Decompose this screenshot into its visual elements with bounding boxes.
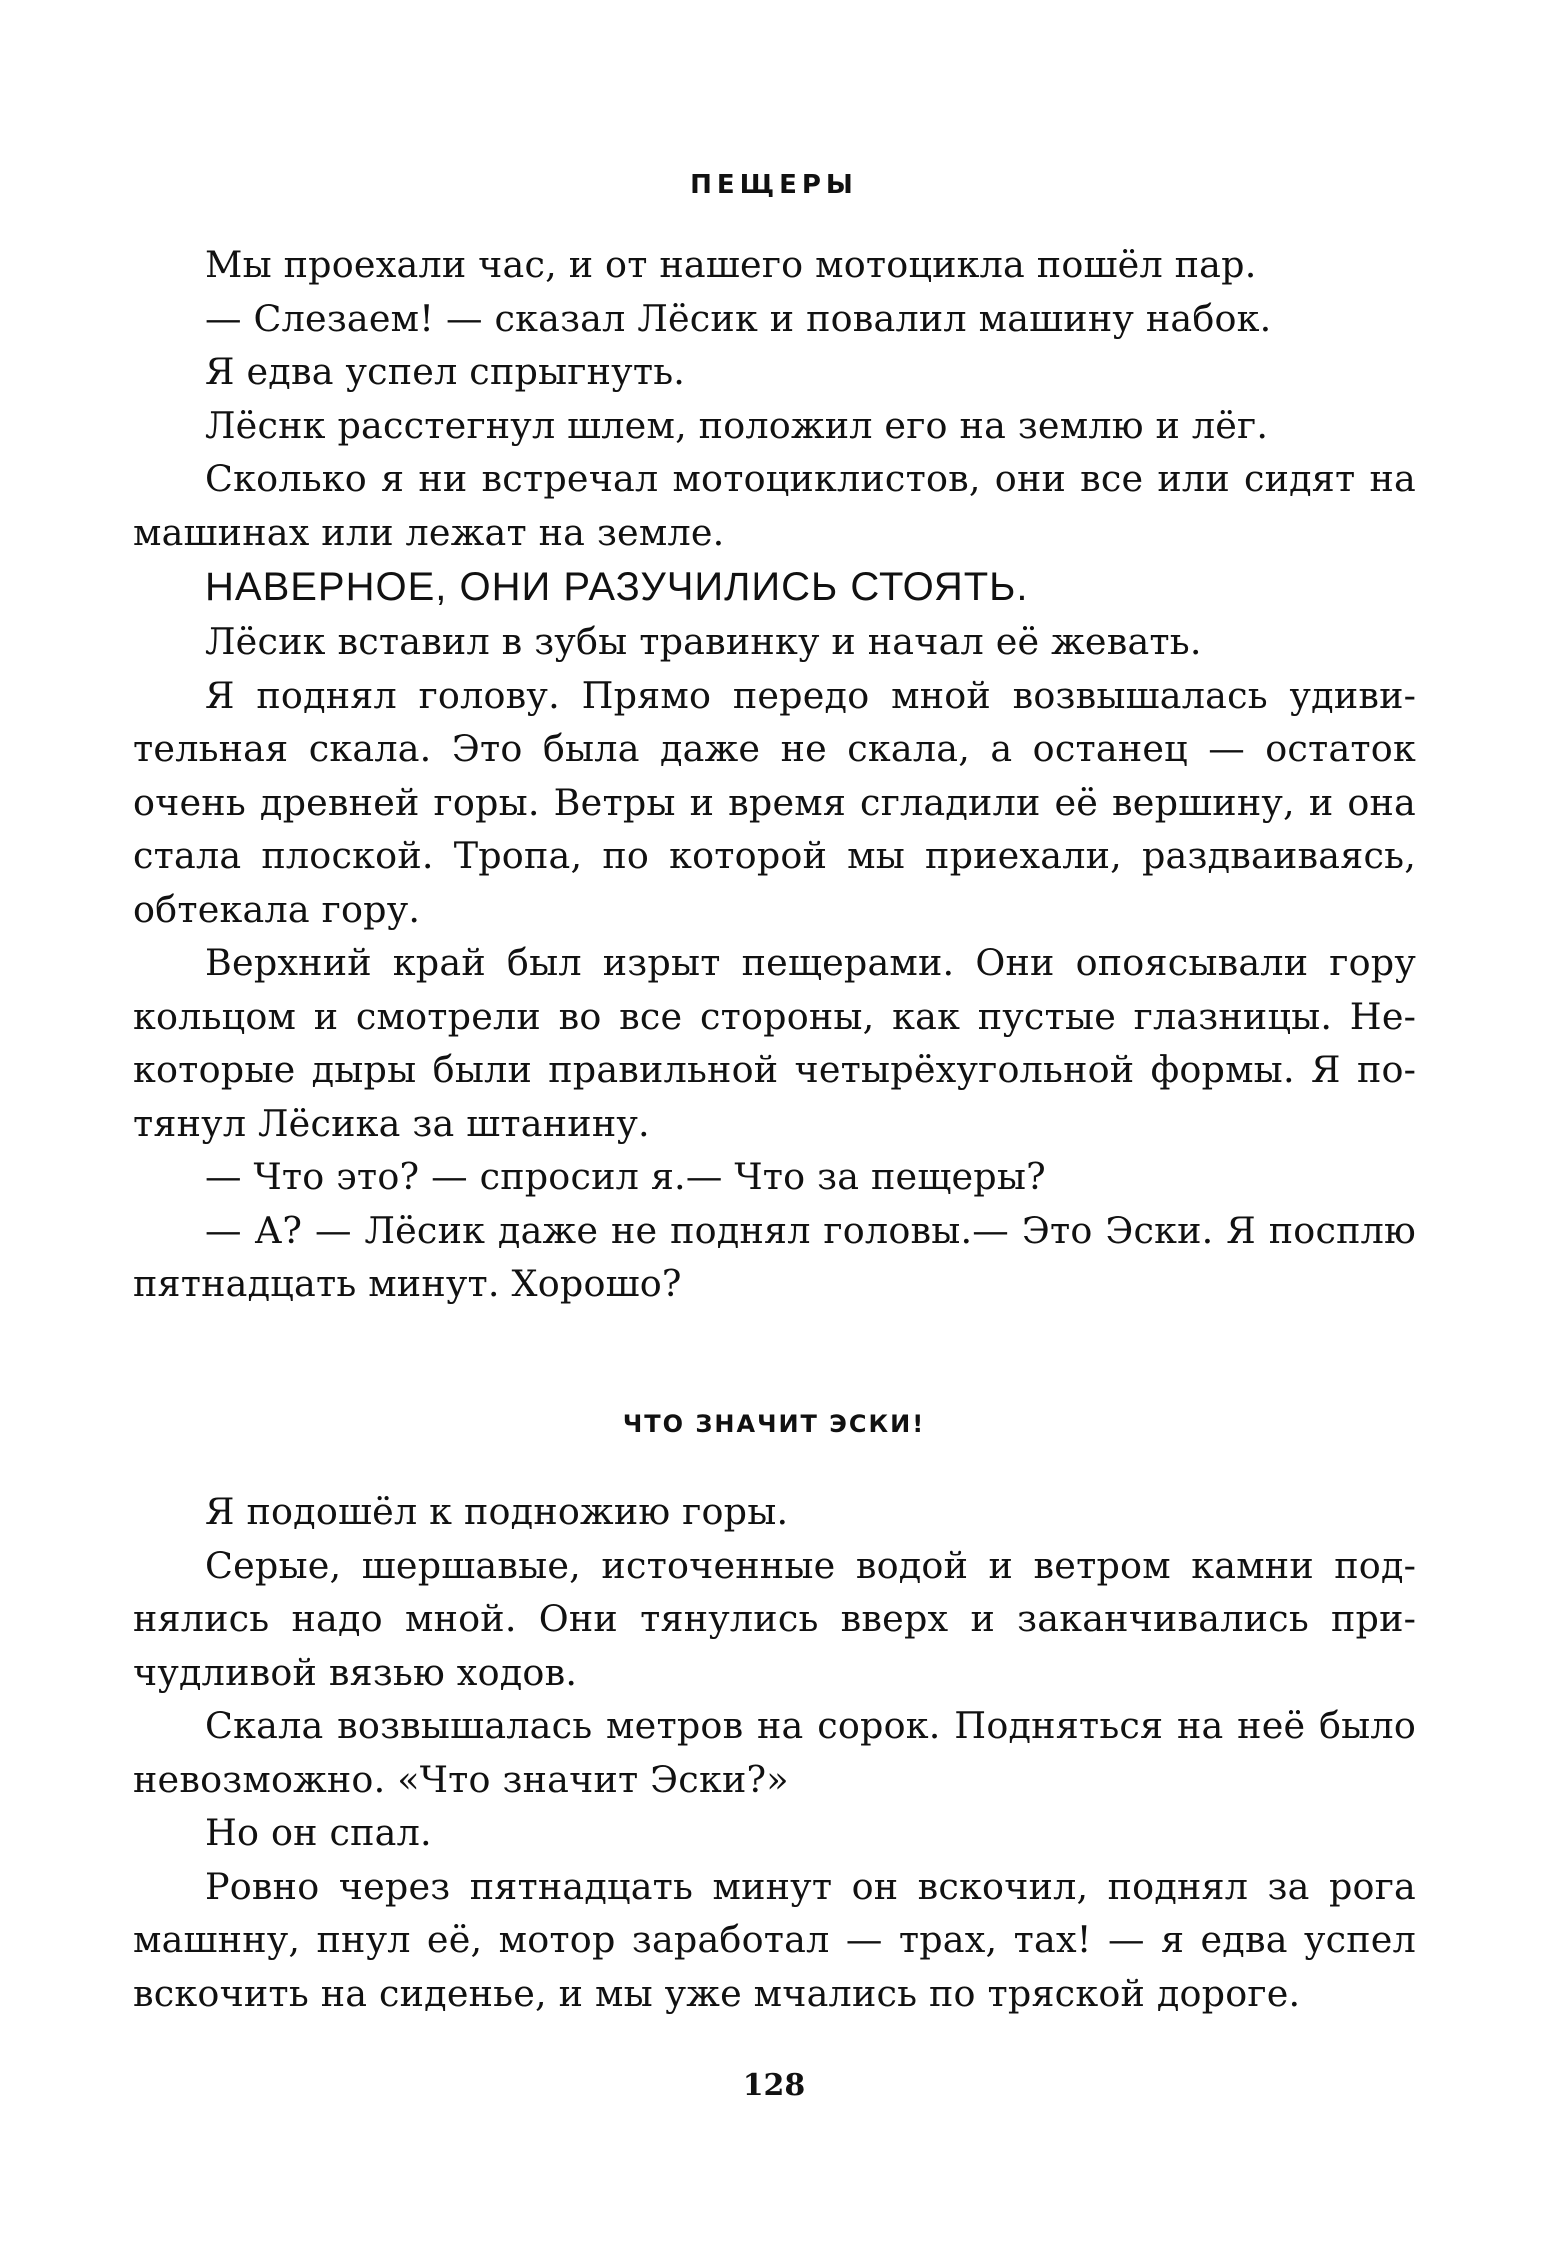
section-body-caves bbox=[133, 238, 1416, 1311]
paragraph: Верхний край был изрыт пещерами. Они опоясывали гору кольцом и смотрели во все стороны, как пустые глазницы. Некоторые дыры были правильной четырёхугольной формы. Я потянул Лёсика за штанину. bbox=[133, 941, 1416, 1145]
paragraph: — Что это? — спросил я.— Что за пещеры? bbox=[205, 1155, 1046, 1198]
paragraph: Скала возвышалась метров на сорок. Подняться на неё было невозможно. «Что значит Эски?» bbox=[133, 1704, 1416, 1801]
paragraph: Я подошёл к подножию горы. bbox=[205, 1490, 789, 1533]
paragraph: Лёснк расстегнул шлем, положил его на землю и лёг. bbox=[205, 403, 1269, 447]
paragraph: Но он спал. bbox=[205, 1811, 432, 1854]
paragraph: — Слезаем! — сказал Лёсик и повалил машину набок. bbox=[205, 296, 1272, 340]
paragraph: Ровно через пятнадцать минут он вскочил, поднял за рога машнну, пнул её, мотор заработал — трах, тах! — я едва успел вскочить на сиденье, и мы уже мчались по тряской дороге. bbox=[133, 1864, 1416, 2015]
section-body-what-is-eski bbox=[133, 1485, 1416, 2020]
section-title-what-is-eski: ЧТО ЗНАЧИТ ЭСКИ! bbox=[622, 1410, 926, 1438]
paragraph: Лёсик вставил в зубы травинку и начал её жевать. bbox=[205, 620, 1202, 663]
paragraph: Серые, шершавые, источенные водой и ветром камни поднялись надо мной. Они тянулись вверх и заканчивались причудливой вязью ходов. bbox=[133, 1543, 1416, 1694]
paragraph: Мы проехали час, и от нашего мотоцикла пошёл пар. bbox=[205, 243, 1257, 286]
paragraph-caps: НАВЕРНОЕ, ОНИ РАЗУЧИЛИСЬ СТОЯТЬ. bbox=[205, 565, 1029, 609]
paragraph: Сколько я ни встречал мотоциклистов, они все или сидят на машинах или лежат на земле. bbox=[133, 457, 1416, 554]
paragraph: Я поднял голову. Прямо передо мной возвышалась удивительная скала. Это была даже не скала, а останец — остаток очень древней горы. Ветры и время сгладили её вершину, и она стала плоской. Тропа, по которой мы приехали, раздваиваясь, обтекала гору. bbox=[133, 673, 1416, 931]
paragraph: — А? — Лёсик даже не поднял головы.— Это Эски. Я посплю пятнадцать минут. Хорошо? bbox=[133, 1208, 1416, 1305]
page-number: 128 bbox=[742, 2068, 806, 2103]
section-title-caves: ПЕЩЕРЫ bbox=[690, 170, 858, 200]
paragraph: Я едва успел спрыгнуть. bbox=[205, 350, 686, 393]
